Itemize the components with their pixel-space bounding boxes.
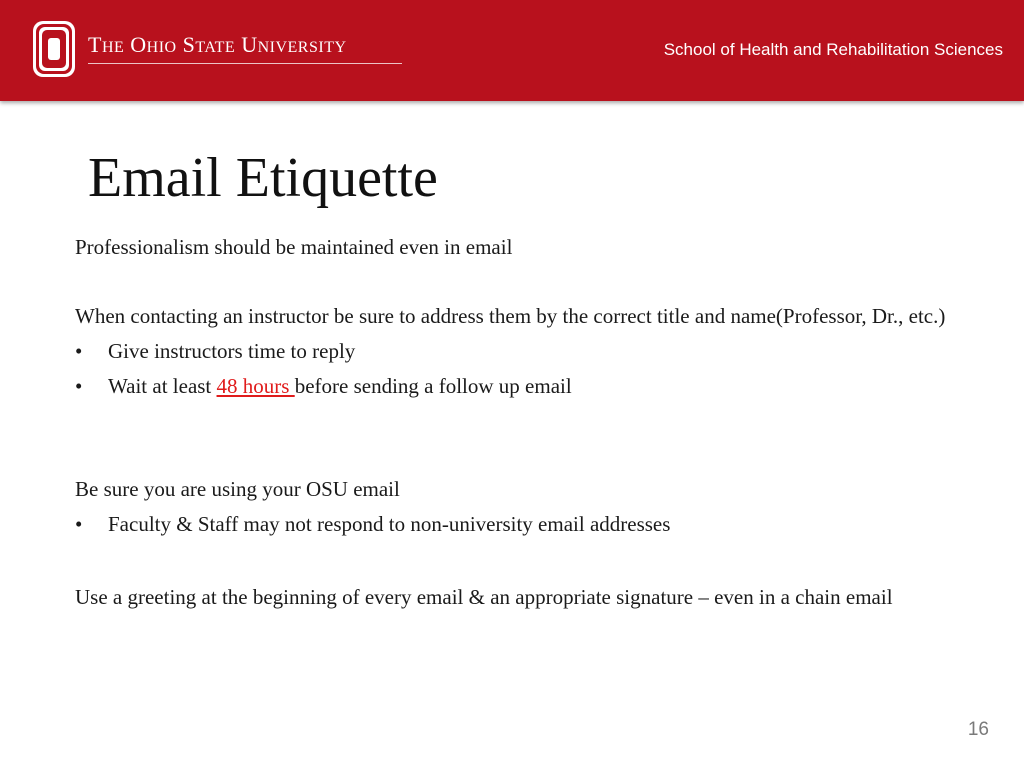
page-number: 16 <box>967 719 989 740</box>
wordmark-underline <box>88 63 402 64</box>
block-o-logo-icon <box>32 20 76 78</box>
section-instructor <box>75 302 975 401</box>
section-osu-email-text: Be sure you are using your OSU email <box>75 477 400 501</box>
section-instructor-text: When contacting an instructor be sure to address them by the correct title and name(Professor, Dr., etc.) <box>75 304 946 328</box>
bullet-wait-48-hours: • Wait at least 48 hours before sending a follow up email <box>75 372 975 401</box>
header-bar <box>0 0 1024 101</box>
section-osu-email <box>75 475 975 539</box>
bullet-faculty-respond: • Faculty & Staff may not respond to non-university email addresses <box>75 510 975 539</box>
section-greeting-text: Use a greeting at the beginning of every email & an appropriate signature – even in a chain email <box>75 585 893 609</box>
48-hours-link[interactable]: 48 hours <box>216 374 295 398</box>
slide-title: Email Etiquette <box>88 147 438 209</box>
bullet-reply-time: • Give instructors time to reply <box>75 337 975 366</box>
university-wordmark: THE OHIO STATE UNIVERSITY <box>88 32 347 57</box>
intro-text: Professionalism should be maintained even in email <box>75 235 513 259</box>
school-name: School of Health and Rehabilitation Sciences <box>663 40 1003 59</box>
